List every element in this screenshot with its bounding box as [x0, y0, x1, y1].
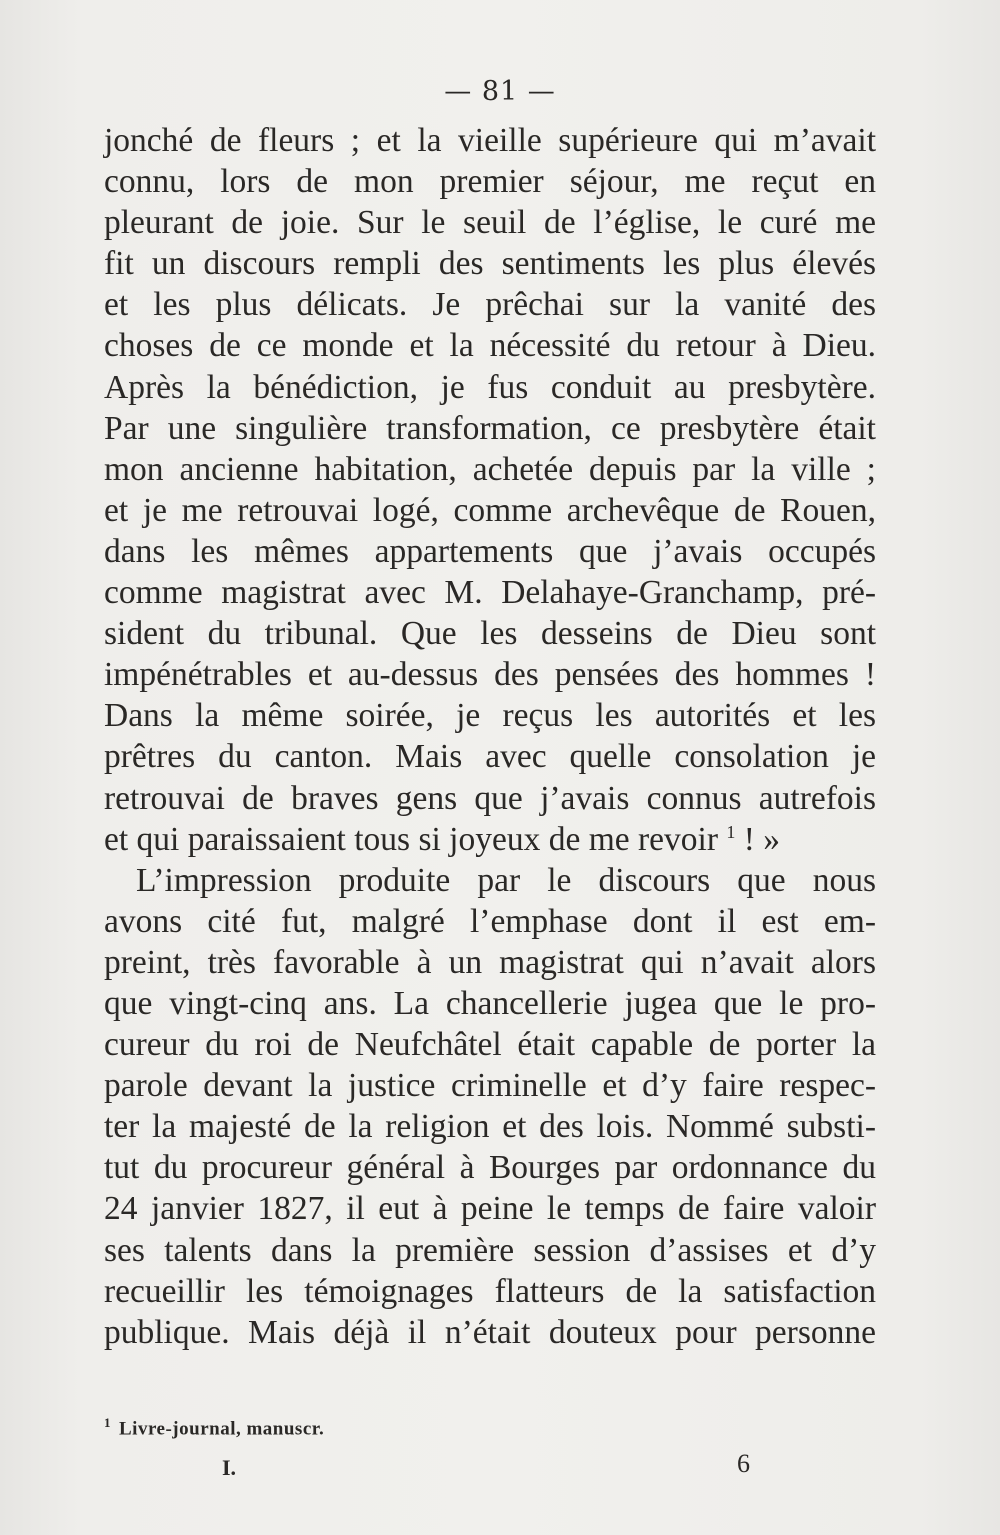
text-line: 24 janvier 1827, il eut à peine le temps de faire valoir — [104, 1190, 876, 1228]
text-line: fit un discours rempli des sentiments les plus élevés — [104, 245, 876, 283]
footnote-reference: 1 — [726, 821, 736, 842]
text-line: sident du tribunal. Que les desseins de Dieu sont — [104, 615, 876, 653]
text-line-with-footnote — [104, 819, 876, 860]
text-line: comme magistrat avec M. Delahaye-Granchamp, pré- — [104, 574, 876, 612]
text-line: ses talents dans la première session d’assises et d’y — [104, 1231, 876, 1269]
text-line: parole devant la justice criminelle et d’y faire respec- — [104, 1067, 876, 1105]
footnote — [104, 1415, 876, 1440]
text-line: connu, lors de mon premier séjour, me reçut en — [104, 163, 876, 201]
text-line: dans les mêmes appartements que j’avais occupés — [104, 532, 876, 570]
text-line: retrouvai de braves gens que j’avais connus autrefois — [104, 779, 876, 817]
text-line: cureur du roi de Neufchâtel était capable de porter la — [104, 1026, 876, 1064]
text-line: et je me retrouvai logé, comme archevêque de Rouen, — [104, 491, 876, 529]
signature-number: 6 — [737, 1449, 750, 1478]
text-line: impénétrables et au-dessus des pensées des hommes ! — [104, 656, 876, 694]
text-line: preint, très favorable à un magistrat qui n’avait alors — [104, 943, 876, 981]
closing-quote: ! » — [735, 820, 781, 858]
text-line: que vingt-cinq ans. La chancellerie jugea que le pro- — [104, 984, 876, 1022]
text-line: pleurant de joie. Sur le seuil de l’église, le curé me — [104, 204, 876, 242]
footnote-text: Livre-journal, manuscr. — [119, 1418, 325, 1440]
text-line: ter la majesté de la religion et des lois. Nommé substi- — [104, 1108, 876, 1146]
text-line: L’impression produite par le discours que nous — [136, 861, 876, 899]
text-line: jonché de fleurs ; et la vieille supérieure qui m’avait — [104, 122, 876, 159]
body-text — [104, 120, 876, 1353]
text-line: tut du procureur général à Bourges par ordonnance du — [104, 1149, 876, 1187]
text-line: et qui paraissaient tous si joyeux de me revoir — [104, 820, 719, 858]
text-line: avons cité fut, malgré l’emphase dont il est em- — [104, 902, 876, 940]
signature-mark: I. — [222, 1455, 237, 1480]
text-line: choses de ce monde et la nécessité du retour à Dieu. — [104, 327, 876, 365]
text-line: prêtres du canton. Mais avec quelle consolation je — [104, 738, 876, 776]
text-line: recueillir les témoignages flatteurs de la satisfaction — [104, 1272, 876, 1310]
text-line: mon ancienne habitation, achetée depuis par la ville ; — [104, 450, 876, 488]
text-line: et les plus délicats. Je prêchai sur la vanité des — [104, 286, 876, 324]
text-line: Dans la même soirée, je reçus les autorités et les — [104, 697, 876, 735]
text-line: Après la bénédiction, je fus conduit au presbytère. — [104, 368, 876, 406]
text-line: Par une singulière transformation, ce presbytère était — [104, 409, 876, 447]
footnote-number: 1 — [104, 1415, 111, 1430]
text-line: publique. Mais déjà il n’était douteux pour personne — [104, 1313, 876, 1351]
page-number: — 81 — — [444, 76, 556, 107]
